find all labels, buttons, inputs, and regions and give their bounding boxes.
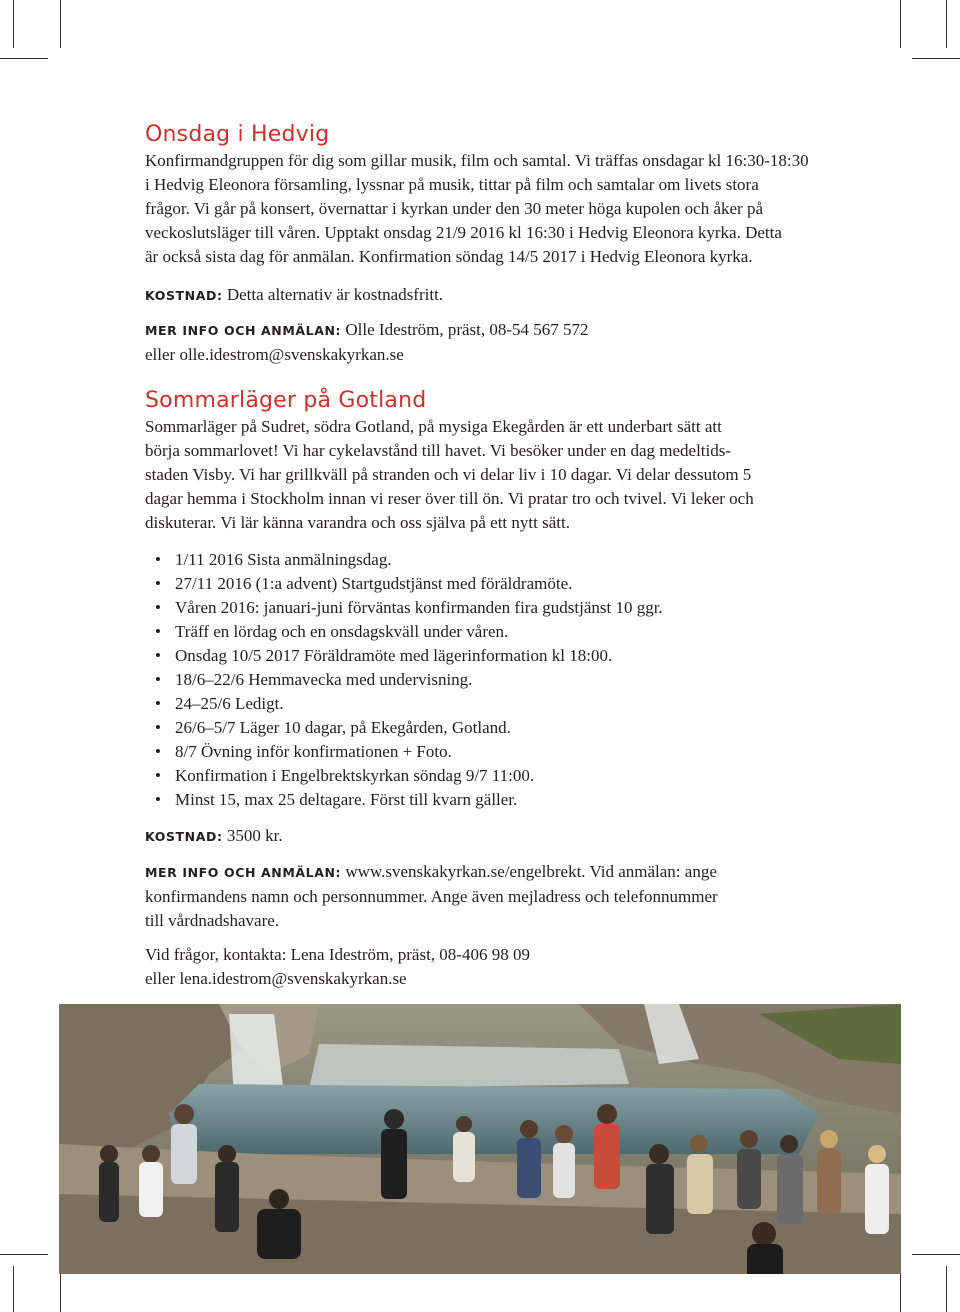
info-line — [145, 860, 817, 885]
list-item: • 24–25/6 Ledigt. — [155, 692, 663, 716]
hedvig-cost — [145, 283, 817, 308]
section-title-gotland: Sommarläger på Gotland — [145, 388, 427, 413]
crop-mark — [60, 0, 61, 48]
crop-mark — [946, 1266, 947, 1312]
info-label: MER INFO OCH ANMÄLAN: — [145, 323, 342, 338]
list-item: • 8/7 Övning inför konfirmationen + Foto. — [155, 740, 663, 764]
info-value: www.svenskakyrkan.se/engelbrekt. Vid anmälan: ange — [345, 862, 717, 881]
text-line: veckoslutsläger till våren. Upptakt onsdag 21/9 2016 kl 16:30 i Hedvig Eleonora kyrka. Detta — [145, 223, 782, 242]
info-line: eller olle.idestrom@svenskakyrkan.se — [145, 345, 404, 364]
crop-mark — [0, 1254, 48, 1255]
crop-mark — [13, 0, 14, 48]
info-line: konfirmandens namn och personnummer. Ange även mejladress och telefonnummer — [145, 887, 718, 906]
list-item: • Onsdag 10/5 2017 Föräldramöte med lägerinformation kl 18:00. — [155, 644, 663, 668]
text-line: är också sista dag för anmälan. Konfirmation söndag 14/5 2017 i Hedvig Eleonora kyrka. — [145, 247, 753, 266]
list-item: • 18/6–22/6 Hemmavecka med undervisning. — [155, 668, 663, 692]
list-item: • Träff en lördag och en onsdagskväll under våren. — [155, 620, 663, 644]
contact-line: eller lena.idestrom@svenskakyrkan.se — [145, 969, 407, 988]
text-line: staden Visby. Vi har grillkväll på stranden och vi delar liv i 10 dagar. Vi delar dessutom 5 — [145, 465, 752, 484]
text-line: i Hedvig Eleonora församling, lyssnar på musik, tittar på film och samtalar om livets stora — [145, 175, 759, 194]
list-item: • Våren 2016: januari-juni förväntas konfirmanden fira gudstjänst 10 ggr. — [155, 596, 663, 620]
list-item: • 26/6–5/7 Läger 10 dagar, på Ekegården, Gotland. — [155, 716, 663, 740]
text-line: frågor. Vi går på konsert, övernattar i kyrkan under den 30 meter höga kupolen och åker på — [145, 199, 764, 218]
crop-mark — [900, 0, 901, 48]
cost-label: KOSTNAD: — [145, 288, 223, 303]
list-item: • Konfirmation i Engelbrektskyrkan söndag 9/7 11:00. — [155, 764, 663, 788]
cost-label: KOSTNAD: — [145, 829, 223, 844]
hedvig-info — [145, 318, 817, 367]
list-item: • 1/11 2016 Sista anmälningsdag. — [155, 548, 663, 572]
crop-mark — [13, 1266, 14, 1312]
gotland-description — [145, 415, 817, 535]
gotland-cost — [145, 824, 817, 849]
crop-mark — [912, 1254, 960, 1255]
contact-line: Vid frågor, kontakta: Lena Ideström, präst, 08-406 98 09 — [145, 945, 530, 964]
list-item: • 27/11 2016 (1:a advent) Startgudstjänst med föräldramöte. — [155, 572, 663, 596]
info-line: till vårdnadshavare. — [145, 911, 280, 930]
info-label: MER INFO OCH ANMÄLAN: — [145, 865, 342, 880]
text-line: Sommarläger på Sudret, södra Gotland, på mysiga Ekegården är ett underbart sätt att — [145, 417, 722, 436]
crop-mark — [946, 0, 947, 48]
cost-value: Detta alternativ är kostnadsfritt. — [226, 285, 444, 304]
crop-mark — [0, 58, 48, 59]
info-line — [145, 318, 817, 343]
text-line: börja sommarlovet! Vi har cykelavstånd till havet. Vi besöker under en dag medeltids- — [145, 441, 732, 460]
list-item: • Minst 15, max 25 deltagare. Först till kvarn gäller. — [155, 788, 663, 812]
group-at-waterfall-photo — [59, 1004, 901, 1274]
gotland-info — [145, 860, 817, 933]
text-line: Konfirmandgruppen för dig som gillar musik, film och samtal. Vi träffas onsdagar kl 16:30-18:30 — [145, 151, 809, 170]
info-value: Olle Ideström, präst, 08-54 567 572 — [345, 320, 589, 339]
section-title-hedvig: Onsdag i Hedvig — [145, 122, 330, 147]
text-line: diskuterar. Vi lär känna varandra och oss själva på ett nytt sätt. — [145, 513, 570, 532]
cost-value: 3500 kr. — [226, 826, 283, 845]
text-line: dagar hemma i Stockholm innan vi reser över till ön. Vi pratar tro och tvivel. Vi leker och — [145, 489, 754, 508]
schedule-list — [155, 548, 663, 812]
hedvig-description — [145, 149, 817, 269]
crop-mark — [912, 58, 960, 59]
gotland-contact — [145, 943, 817, 991]
